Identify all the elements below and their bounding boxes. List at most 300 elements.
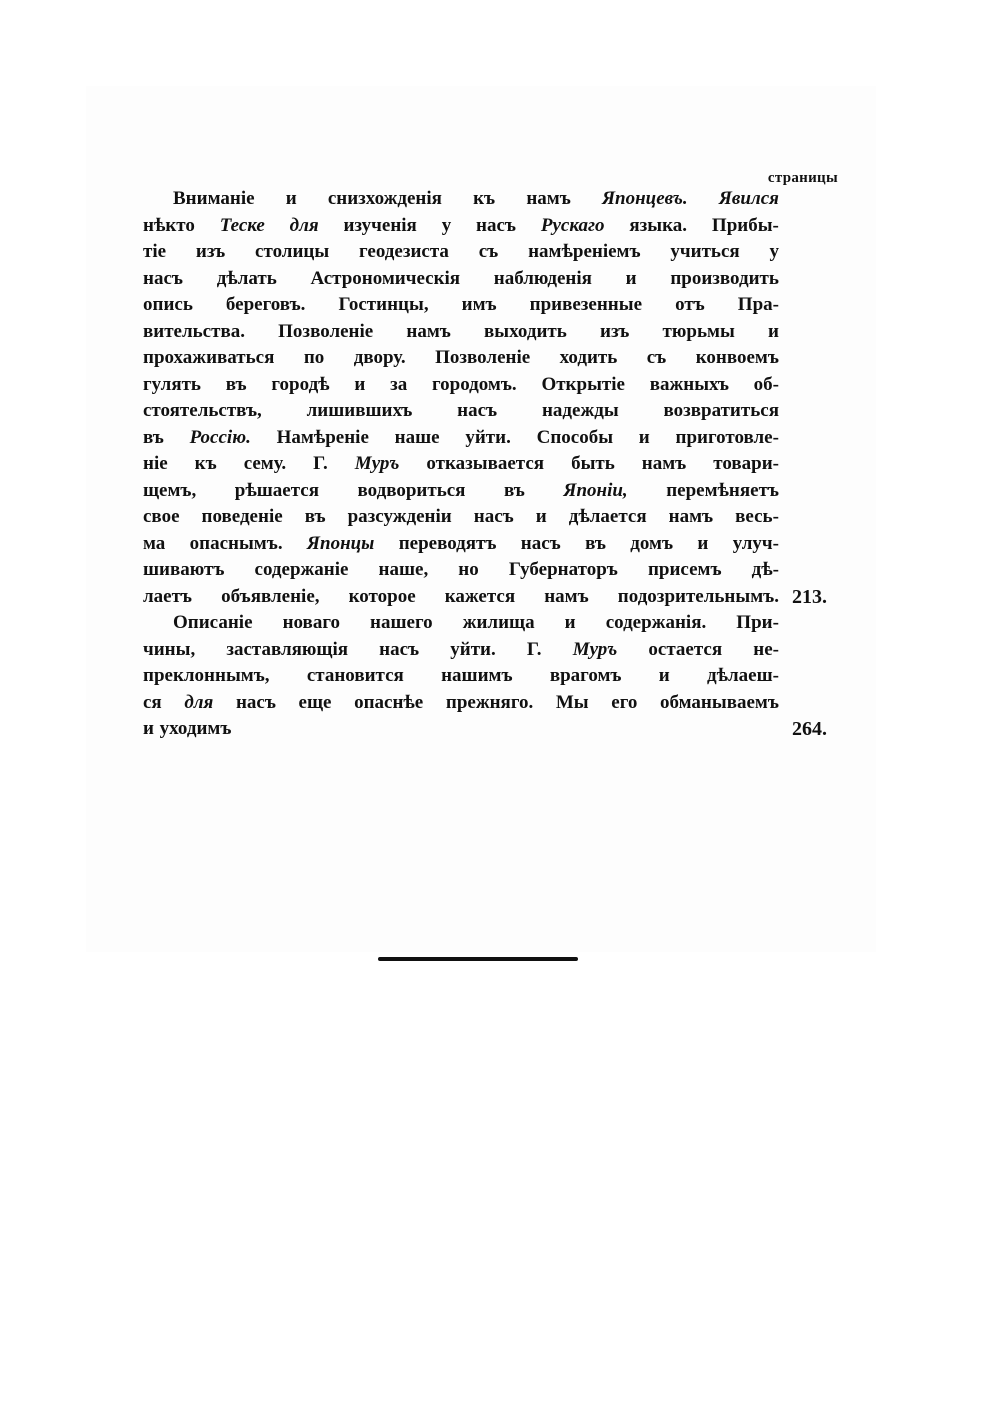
word — [226, 637, 348, 664]
word — [585, 531, 606, 558]
text-line — [143, 186, 779, 213]
word — [399, 531, 497, 558]
text: свое — [143, 506, 180, 527]
text: у — [769, 241, 779, 262]
word — [442, 213, 452, 240]
word — [355, 451, 400, 478]
text: об- — [753, 373, 779, 395]
word — [305, 504, 326, 531]
word — [626, 266, 637, 293]
text: Мы — [555, 691, 589, 713]
text: прежняго. — [445, 691, 534, 713]
table-of-contents-text — [143, 186, 779, 743]
text: изученія — [343, 214, 417, 236]
text-line — [143, 716, 779, 743]
word — [379, 557, 429, 584]
text: и — [285, 188, 297, 209]
text: Астрономическія — [310, 267, 461, 289]
text: дѣлаеш- — [707, 665, 779, 686]
text: Открытіе — [541, 373, 625, 395]
text: намъ — [526, 188, 571, 209]
text: нѣкто — [143, 214, 195, 236]
text-line — [143, 213, 779, 240]
text-line — [143, 584, 779, 611]
text-line — [143, 345, 779, 372]
word — [542, 398, 619, 425]
word — [494, 266, 592, 293]
word — [307, 663, 404, 690]
text-line — [143, 239, 779, 266]
word — [521, 531, 561, 558]
text: и — [697, 532, 709, 554]
text: привезенные — [529, 294, 643, 315]
text: тіе — [143, 241, 167, 262]
text-line — [143, 292, 779, 319]
text: насъ — [473, 506, 514, 527]
word — [600, 319, 629, 346]
text: стоятельствъ, — [143, 400, 262, 421]
italic-text: Муръ — [572, 638, 618, 660]
text-line — [143, 398, 779, 425]
text: содержаніе — [254, 559, 349, 580]
text: намъ — [544, 585, 589, 607]
italic-text: Явился — [718, 188, 779, 209]
text: ма — [143, 532, 166, 554]
word — [602, 186, 688, 213]
word — [754, 372, 779, 399]
italic-text: для — [289, 214, 319, 236]
word — [379, 637, 419, 664]
word — [569, 504, 647, 531]
word — [143, 213, 195, 240]
text: приготовле- — [675, 426, 779, 448]
word — [696, 345, 779, 372]
text: новаго — [282, 612, 340, 633]
word — [571, 451, 615, 478]
word — [299, 690, 332, 717]
text-line — [143, 610, 779, 637]
text: Позволеніе — [435, 347, 531, 368]
text: дѣлается — [568, 506, 647, 527]
word — [217, 266, 277, 293]
text: уйти. — [450, 638, 496, 660]
text: столицы — [255, 241, 330, 262]
text: кажется — [444, 585, 516, 607]
word — [202, 504, 283, 531]
word — [441, 663, 512, 690]
text: насъ — [143, 267, 183, 289]
text: Вниманіе — [173, 188, 255, 209]
text: опаснымъ. — [189, 532, 283, 554]
text: прохаживаться — [143, 347, 275, 368]
word — [611, 690, 637, 717]
text: его — [611, 691, 638, 713]
text: въ — [225, 373, 247, 395]
word — [349, 584, 416, 611]
text: лаетъ — [143, 585, 193, 607]
text: Губернаторъ — [508, 559, 618, 580]
text-line — [143, 663, 779, 690]
word — [735, 504, 779, 531]
text: нашего — [370, 612, 433, 633]
text: Г. — [526, 638, 542, 660]
word — [184, 690, 213, 717]
text: конвоемъ — [695, 347, 779, 368]
text: еще — [298, 691, 332, 713]
word — [143, 690, 162, 717]
word — [457, 398, 497, 425]
text: насъ — [235, 691, 276, 713]
text: отъ — [675, 294, 705, 315]
text: которое — [348, 585, 416, 607]
word — [664, 398, 779, 425]
word — [550, 663, 622, 690]
word — [271, 372, 329, 399]
text: быть — [571, 453, 615, 474]
word — [660, 690, 779, 717]
text: но — [458, 559, 479, 580]
word — [307, 398, 413, 425]
text: ходить — [559, 347, 618, 368]
word — [707, 663, 779, 690]
word — [736, 610, 779, 637]
page-number: 213. — [792, 585, 827, 608]
word — [435, 345, 530, 372]
text: Г. — [313, 453, 328, 474]
text: геодезиста — [359, 241, 449, 262]
word — [143, 663, 270, 690]
text: намъ — [668, 506, 714, 527]
word — [358, 478, 466, 505]
text: языка. — [629, 214, 688, 236]
word — [647, 345, 667, 372]
word — [343, 213, 416, 240]
text: выходить — [484, 320, 567, 342]
text: наше, — [378, 559, 429, 580]
word — [143, 319, 245, 346]
text: производить — [670, 267, 779, 289]
word — [733, 531, 779, 558]
word — [390, 372, 407, 399]
text: изъ — [600, 320, 630, 342]
word — [196, 239, 225, 266]
page-number: 264. — [792, 718, 827, 740]
text: намъ — [406, 320, 451, 342]
word — [370, 610, 433, 637]
word — [445, 584, 515, 611]
text: улуч- — [732, 532, 779, 554]
text: въ — [304, 506, 326, 527]
text: Прибы- — [711, 214, 779, 236]
word — [544, 584, 588, 611]
text: товари- — [713, 453, 779, 474]
word — [670, 266, 779, 293]
italic-text: Рускаго — [540, 214, 605, 236]
italic-text: Теске — [219, 214, 265, 236]
word — [304, 345, 324, 372]
text: преклоннымъ, — [143, 665, 270, 686]
word — [160, 716, 232, 743]
text: и — [564, 612, 576, 633]
text-line — [143, 690, 779, 717]
word — [509, 557, 618, 584]
text: Пра- — [737, 294, 779, 315]
word — [255, 239, 329, 266]
text: у — [441, 214, 452, 236]
text: разсужденіи — [347, 506, 452, 527]
text: въ — [143, 426, 164, 448]
text: При- — [736, 612, 779, 633]
text: и — [767, 320, 779, 342]
word — [639, 425, 650, 452]
word — [143, 266, 183, 293]
text: становится — [306, 665, 404, 686]
word — [277, 425, 369, 452]
italic-text: Японцевъ. — [601, 188, 688, 209]
word — [526, 186, 570, 213]
text: Намѣреніе — [276, 426, 369, 448]
text: насъ — [520, 532, 561, 554]
word — [143, 557, 224, 584]
text-line — [143, 504, 779, 531]
text: и — [658, 665, 670, 686]
word — [310, 266, 460, 293]
word — [563, 478, 627, 505]
text: учиться — [670, 241, 740, 262]
text: тюрьмы — [662, 320, 735, 342]
word — [650, 372, 729, 399]
text: Описаніе — [173, 612, 253, 633]
word — [719, 186, 779, 213]
text: водвориться — [357, 479, 466, 501]
word — [527, 637, 542, 664]
word — [479, 239, 499, 266]
word — [221, 584, 319, 611]
text: Гостинцы, — [338, 294, 429, 315]
word — [307, 531, 374, 558]
word — [537, 425, 613, 452]
word — [143, 478, 196, 505]
word — [573, 637, 618, 664]
word — [313, 451, 328, 478]
word — [669, 504, 713, 531]
text-line — [143, 266, 779, 293]
word — [630, 531, 673, 558]
text: поведеніе — [201, 506, 283, 527]
word — [463, 610, 535, 637]
text: отказывается — [426, 453, 545, 474]
word — [560, 345, 618, 372]
text: городѣ — [271, 373, 330, 395]
word — [354, 690, 423, 717]
text: намѣреніемъ — [528, 241, 641, 262]
text-line — [143, 372, 779, 399]
text-line — [143, 557, 779, 584]
text: въ — [585, 532, 606, 554]
text-line — [143, 319, 779, 346]
word — [338, 292, 428, 319]
word — [770, 239, 780, 266]
word — [236, 690, 276, 717]
word — [541, 372, 625, 399]
word — [768, 319, 779, 346]
text: двору. — [353, 347, 406, 368]
text: имъ — [461, 294, 497, 315]
word — [286, 186, 297, 213]
word — [173, 610, 253, 637]
word — [173, 186, 255, 213]
italic-text: для — [184, 691, 214, 713]
word — [235, 478, 319, 505]
text: надежды — [541, 400, 619, 421]
text: перемѣняетъ — [666, 479, 779, 501]
horizontal-rule-divider — [378, 957, 578, 961]
column-header-pages: страницы — [767, 170, 838, 186]
text: и — [535, 506, 547, 527]
word — [432, 372, 517, 399]
word — [530, 292, 642, 319]
text: объявленіе, — [221, 585, 320, 607]
word — [713, 451, 779, 478]
text: гулять — [143, 373, 201, 395]
word — [663, 319, 735, 346]
text: Способы — [536, 426, 614, 448]
word — [190, 531, 283, 558]
text: домъ — [630, 532, 674, 554]
word — [143, 584, 192, 611]
text: дѣ- — [751, 559, 779, 580]
word — [675, 292, 705, 319]
text: по — [303, 347, 325, 368]
word — [450, 637, 495, 664]
text-line — [143, 637, 779, 664]
word — [629, 213, 687, 240]
text: чины, — [143, 638, 196, 660]
text: насъ — [476, 214, 517, 236]
text: съ — [478, 241, 499, 262]
word — [659, 663, 670, 690]
text: весь- — [735, 506, 779, 527]
text: врагомъ — [549, 665, 622, 686]
word — [143, 451, 168, 478]
word — [606, 610, 707, 637]
word — [190, 425, 251, 452]
word — [446, 690, 533, 717]
text: Позволеніе — [278, 320, 374, 342]
word — [328, 186, 442, 213]
word — [536, 504, 547, 531]
word — [348, 504, 452, 531]
text: важныхъ — [649, 373, 729, 395]
text: сему. — [243, 453, 287, 474]
word — [476, 213, 516, 240]
text: намъ — [641, 453, 687, 474]
word — [143, 398, 262, 425]
word — [648, 637, 722, 664]
word — [712, 213, 779, 240]
text: наше — [394, 426, 440, 448]
text: къ — [473, 188, 496, 209]
text-line — [143, 478, 779, 505]
text: изъ — [195, 241, 226, 262]
text: береговъ. — [225, 294, 306, 315]
word — [143, 716, 154, 743]
text: заставляющія — [226, 638, 349, 660]
word — [255, 557, 349, 584]
text: лишившихъ — [306, 400, 413, 421]
word — [226, 292, 305, 319]
word — [406, 319, 450, 346]
text: насъ — [379, 638, 420, 660]
text: въ — [503, 479, 525, 501]
text: обманываемъ — [659, 691, 779, 713]
text: съ — [646, 347, 667, 368]
word — [504, 478, 525, 505]
text: рѣшается — [234, 479, 319, 501]
word — [484, 319, 567, 346]
word — [541, 213, 605, 240]
word — [395, 425, 440, 452]
word — [752, 557, 779, 584]
text: и — [638, 426, 650, 448]
text: за — [390, 373, 408, 395]
text: присемъ — [647, 559, 722, 580]
text: содержанія. — [605, 612, 707, 633]
word — [226, 372, 247, 399]
text: и — [143, 718, 154, 739]
word — [426, 451, 544, 478]
word — [738, 292, 779, 319]
word — [462, 292, 497, 319]
italic-text: Японіи, — [563, 479, 628, 501]
text: не- — [753, 638, 779, 660]
text: уходимъ — [159, 718, 232, 739]
text-line — [143, 451, 779, 478]
word — [666, 478, 779, 505]
text: вительства. — [143, 320, 245, 342]
text: жилища — [462, 612, 535, 633]
text: снизхожденія — [327, 188, 442, 209]
word — [143, 292, 193, 319]
text: щемъ, — [143, 479, 197, 501]
word — [565, 610, 576, 637]
word — [143, 531, 165, 558]
text: нашимъ — [441, 665, 513, 686]
word — [220, 213, 265, 240]
text: городомъ. — [431, 373, 517, 395]
word — [143, 504, 180, 531]
word — [648, 557, 722, 584]
word — [753, 637, 779, 664]
text: переводятъ — [398, 532, 497, 554]
text: опаснѣе — [354, 691, 424, 713]
word — [465, 425, 510, 452]
word — [670, 239, 739, 266]
text: подозрительнымъ. — [617, 585, 779, 607]
word — [143, 345, 274, 372]
text: шиваютъ — [143, 559, 225, 580]
italic-text: Муръ — [354, 453, 400, 474]
word — [143, 425, 164, 452]
word — [474, 504, 514, 531]
word — [143, 637, 195, 664]
text-line — [143, 425, 779, 452]
text: ся — [143, 691, 162, 713]
word — [195, 451, 217, 478]
text: насъ — [457, 400, 498, 421]
word — [290, 213, 319, 240]
word — [359, 239, 449, 266]
